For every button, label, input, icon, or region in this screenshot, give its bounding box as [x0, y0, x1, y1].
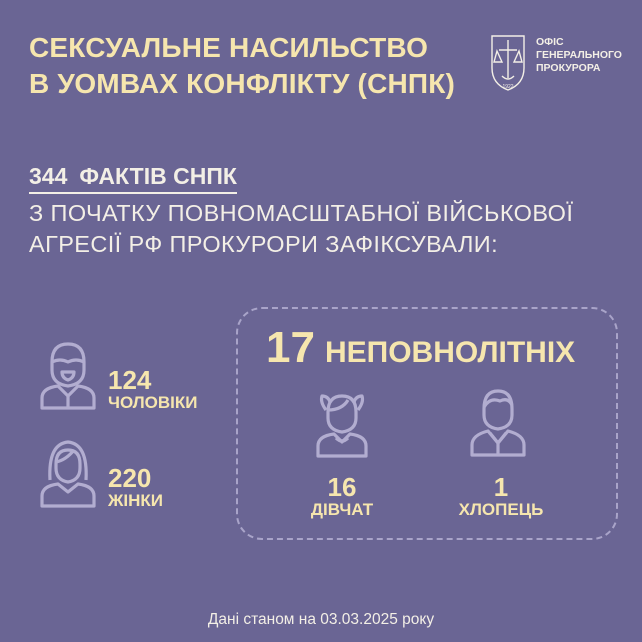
minors-label: НЕПОВНОЛІТНІХ: [324, 336, 576, 369]
boy-icon: [468, 385, 528, 457]
facts-line-1: З ПОЧАТКУ ПОВНОМАСШТАБНОЇ ВІЙСЬКОВОЇ: [29, 200, 574, 226]
minors-count: 17: [266, 323, 315, 372]
facts-line-2: АГРЕСІЇ РФ ПРОКУРОРИ ЗАФІКСУВАЛИ:: [29, 231, 499, 257]
page-title: [29, 30, 455, 102]
boys-stat: [456, 474, 546, 520]
girl-icon: [312, 388, 372, 458]
men-label: ЧОЛОВІКИ: [108, 393, 198, 412]
title-line-2: В УОМВАХ КОНФЛІКТУ (СНПК): [29, 68, 456, 99]
girls-label: ДІВЧАТ: [310, 500, 374, 519]
prosecutor-office-logo: [486, 32, 626, 102]
men-stat: [108, 367, 198, 413]
girls-count: 16: [327, 472, 357, 502]
logo-line-2: ГЕНЕРАЛЬНОГО: [536, 49, 622, 61]
svg-text:1922: 1922: [502, 84, 514, 90]
data-date-note: Дані станом на 03.03.2025 року: [207, 611, 435, 628]
woman-icon: [38, 436, 98, 508]
boys-count: 1: [493, 472, 509, 502]
women-stat: [108, 465, 163, 511]
title-line-1: СЕКСУАЛЬНЕ НАСИЛЬСТВО: [29, 32, 429, 63]
women-count: 220: [108, 463, 152, 493]
girls-stat: [302, 474, 382, 520]
facts-description: [29, 198, 573, 260]
logo-line-3: ПРОКУРОРА: [536, 62, 601, 74]
men-count: 124: [108, 365, 152, 395]
boys-label: ХЛОПЕЦЬ: [458, 500, 544, 519]
logo-line-1: ОФІС: [536, 36, 564, 48]
prosecutor-emblem-icon: [486, 32, 530, 94]
logo-text: [536, 36, 622, 75]
facts-label: ФАКТІВ СНПК: [79, 163, 237, 189]
women-label: ЖІНКИ: [108, 491, 163, 510]
minors-heading: [266, 322, 575, 379]
man-icon: [38, 338, 98, 410]
facts-count: 344: [29, 163, 68, 189]
facts-heading: [29, 163, 237, 194]
